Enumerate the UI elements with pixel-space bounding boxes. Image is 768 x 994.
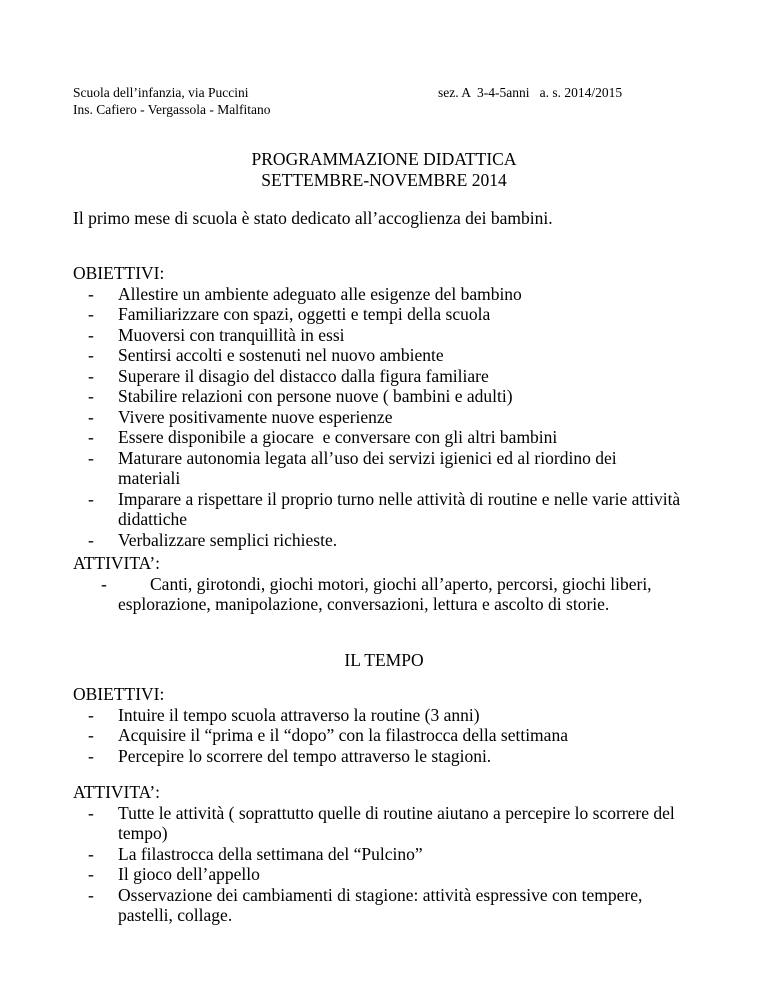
list-item: - Intuire il tempo scuola attraverso la routine (3 anni) xyxy=(88,704,480,725)
title-line-2: SETTEMBRE-NOVEMBRE 2014 xyxy=(261,170,507,190)
list-item: - Allestire un ambiente adeguato alle esigenze del bambino xyxy=(88,283,522,304)
objectives-heading: OBIETTIVI: xyxy=(73,684,165,704)
list-item: - Osservazione dei cambiamenti di stagione: attività espressive con tempere, pastelli, collage. xyxy=(88,884,643,925)
list-item: - Imparare a rispettare il proprio turno nelle attività di routine e nelle varie attività didattiche xyxy=(88,488,681,529)
objectives-section-2 xyxy=(73,684,713,766)
list-item: - Acquisire il “prima e il “dopo” con la filastrocca della settimana xyxy=(88,725,568,745)
activities-paragraph: - Canti, girotondi, giochi motori, giochi all’aperto, percorsi, giochi liberi, esplorazione, manipolazione, conversazioni, lettura e ascolto di storie. xyxy=(101,573,652,614)
list-item: - Maturare autonomia legata all’uso dei servizi igienici ed al riordino dei materiali xyxy=(88,447,617,488)
school-header xyxy=(73,84,270,118)
activities-heading: ATTIVITA’: xyxy=(73,782,161,802)
list-item: - Verbalizzare semplici richieste. xyxy=(88,529,338,550)
list-item: - Muoversi con tranquillità in essi xyxy=(88,324,345,345)
objectives-list xyxy=(73,705,713,767)
list-item: - Sentirsi accolti e sostenuti nel nuovo ambiente xyxy=(88,345,444,365)
title-line-1: PROGRAMMAZIONE DIDATTICA xyxy=(251,149,517,169)
document-title xyxy=(0,149,768,191)
list-item: - Stabilire relazioni con persone nuove ( bambini e adulti) xyxy=(88,386,513,406)
objectives-section-1 xyxy=(73,263,713,550)
list-item: - Percepire lo scorrere del tempo attraverso le stagioni. xyxy=(88,745,492,766)
list-item: - Il gioco dell’appello xyxy=(88,864,260,884)
list-item: - Superare il disagio del distacco dalla figura familiare xyxy=(88,365,489,386)
objectives-heading: OBIETTIVI: xyxy=(73,263,165,283)
section-year-info: sez. A 3-4-5anni a. s. 2014/2015 xyxy=(438,85,623,100)
list-item: - Vivere positivamente nuove esperienze xyxy=(88,406,393,427)
intro-paragraph: Il primo mese di scuola è stato dedicato all’accoglienza dei bambini. xyxy=(73,208,553,228)
teachers-names: Ins. Cafiero - Vergassola - Malfitano xyxy=(73,102,271,117)
school-name: Scuola dell’infanzia, via Puccini xyxy=(73,85,249,100)
activities-list xyxy=(73,803,713,926)
activities-section-1 xyxy=(73,553,713,615)
list-item: - Tutte le attività ( soprattutto quelle di routine aiutano a percepire lo scorrere del tempo) xyxy=(88,802,675,843)
list-item: - Essere disponibile a giocare e conversare con gli altri bambini xyxy=(88,427,558,447)
activities-heading: ATTIVITA’: xyxy=(73,553,161,573)
activities-section-2 xyxy=(73,782,713,926)
objectives-list xyxy=(73,284,713,551)
list-item: - La filastrocca della settimana del “Pulcino” xyxy=(88,843,423,864)
list-item: - Familiarizzare con spazi, oggetti e tempi della scuola xyxy=(88,304,491,324)
section-title-il-tempo: IL TEMPO xyxy=(344,650,424,670)
